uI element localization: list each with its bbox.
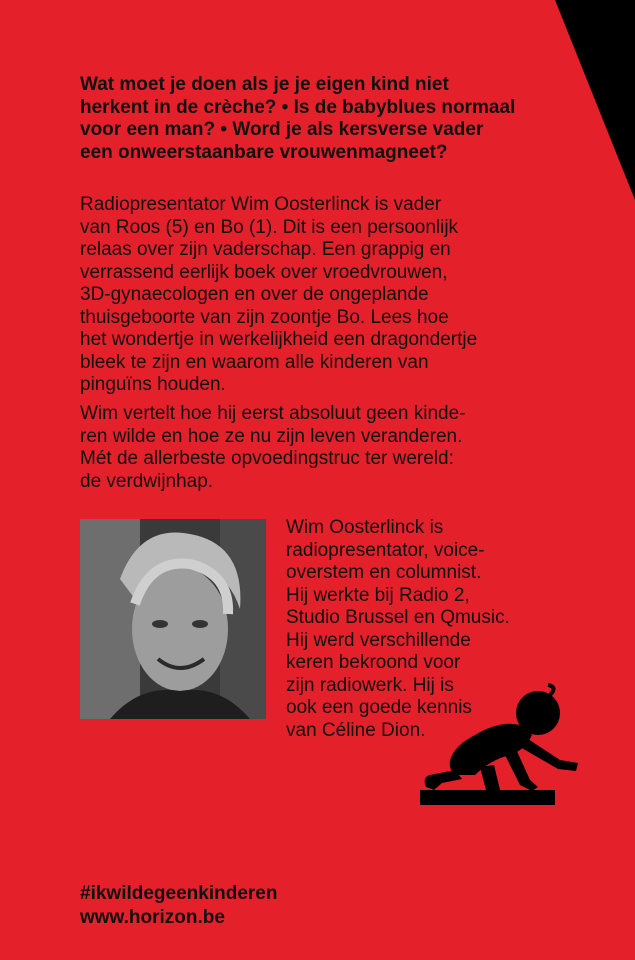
crawling-baby-silhouette-icon bbox=[420, 675, 585, 805]
hashtag-text: #ikwildegeenkinderen bbox=[80, 883, 278, 904]
footer bbox=[80, 882, 277, 930]
summary-line: de verdwijnhap. bbox=[80, 470, 214, 492]
summary-line: Wim vertelt hoe hij eerst absoluut geen kinde- bbox=[80, 403, 466, 424]
bio-line: Hij werd verschillende bbox=[286, 629, 471, 651]
description-line: 3D-gynaecologen en over de ongeplande bbox=[80, 284, 429, 305]
bio-line: zijn radiowerk. Hij is bbox=[286, 674, 454, 696]
intro-questions bbox=[80, 74, 600, 164]
bio-line: overstem en columnist. bbox=[286, 562, 482, 583]
intro-line: herkent in de crèche? • Is de babyblues normaal bbox=[80, 96, 516, 118]
bio-line: keren bekroond voor bbox=[286, 652, 461, 673]
author-portrait-icon bbox=[80, 519, 266, 719]
intro-line: een onweerstaanbare vrouwenmagneet? bbox=[80, 141, 448, 163]
description-line: bleek te zijn en waarom alle kinderen van bbox=[80, 351, 429, 373]
bio-line: radiopresentator, voice- bbox=[286, 539, 485, 561]
description-line: van Roos (5) en Bo (1). Dit is een persoonlijk bbox=[80, 216, 459, 238]
description-line: relaas over zijn vaderschap. Een grappig en bbox=[80, 239, 451, 260]
bio-line: Hij werkte bij Radio 2, bbox=[286, 584, 470, 606]
bio-line: ook een goede kennis bbox=[286, 697, 472, 718]
description-line: pinguïns houden. bbox=[80, 374, 226, 395]
website-link[interactable]: www.horizon.be bbox=[80, 907, 225, 928]
summary-line: ren wilde en hoe ze nu zijn leven veranderen. bbox=[80, 425, 463, 447]
author-photo bbox=[80, 519, 266, 719]
bio-line: Studio Brussel en Qmusic. bbox=[286, 607, 510, 628]
summary-paragraph bbox=[80, 403, 600, 493]
description-paragraph bbox=[80, 194, 600, 397]
description-line: verrassend eerlijk boek over vroedvrouwen, bbox=[80, 261, 448, 283]
intro-line: Wat moet je doen als je je eigen kind niet bbox=[80, 74, 449, 95]
description-line: Radiopresentator Wim Oosterlinck is vader bbox=[80, 194, 442, 215]
intro-line: voor een man? • Word je als kersverse vader bbox=[80, 119, 484, 140]
description-line: thuisgeboorte van zijn zoontje Bo. Lees hoe bbox=[80, 306, 449, 328]
bio-line: van Céline Dion. bbox=[286, 719, 426, 741]
bio-line: Wim Oosterlinck is bbox=[286, 517, 444, 538]
summary-line: Mét de allerbeste opvoedingstruc ter wereld: bbox=[80, 448, 454, 469]
description-line: het wondertje in werkelijkheid een dragondertje bbox=[80, 329, 478, 350]
